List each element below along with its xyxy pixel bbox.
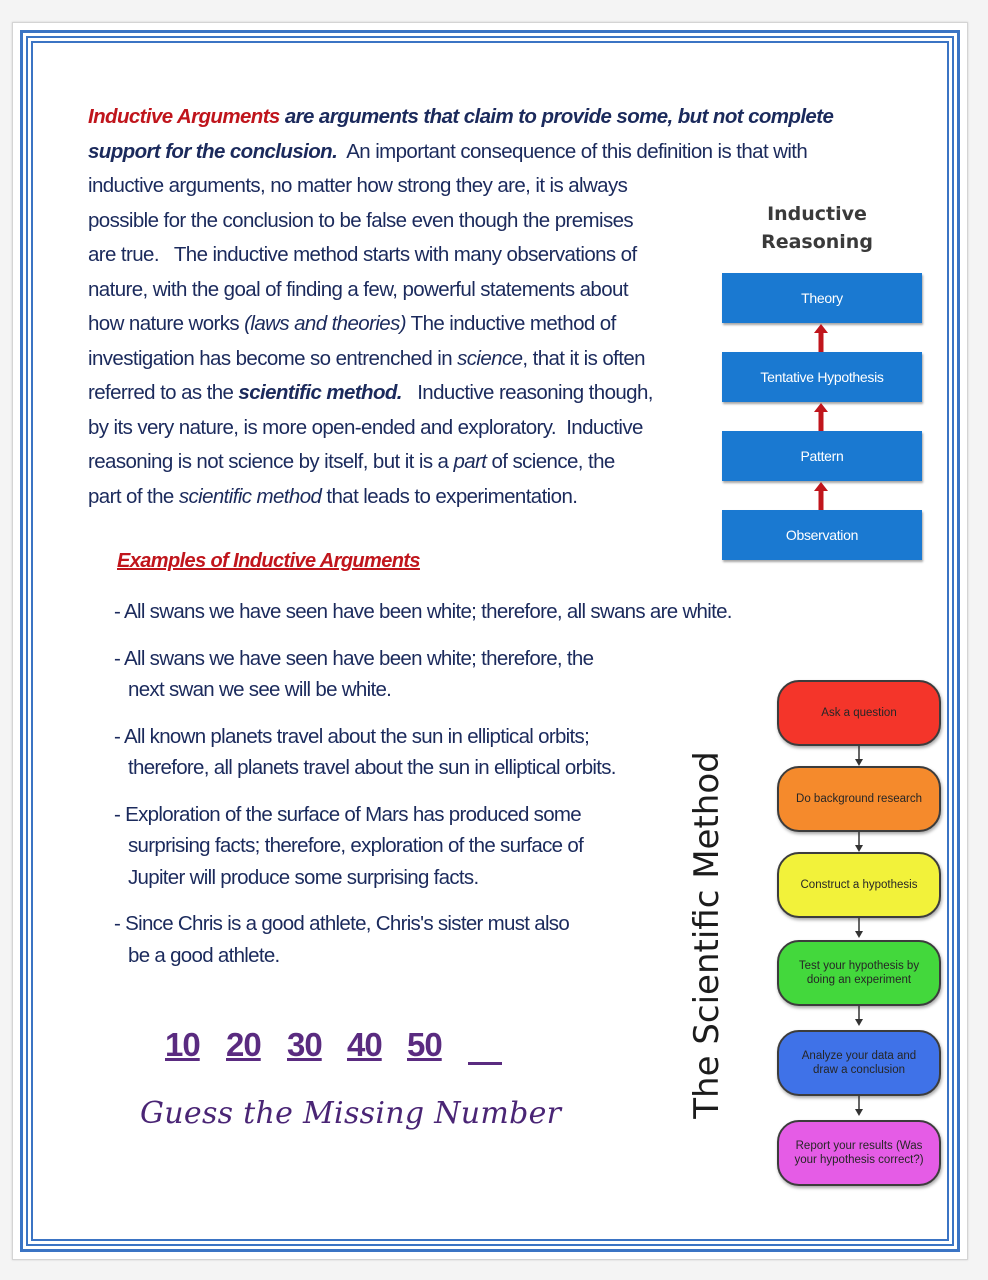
examples-heading: Examples of Inductive Arguments <box>117 550 420 572</box>
up-arrow-icon <box>814 403 828 431</box>
intro-text: referred to as the <box>88 381 239 404</box>
down-arrow-icon <box>854 1096 864 1116</box>
step-test-hypothesis: Test your hypothesis by doing an experiment <box>777 940 941 1006</box>
example-line: - Since Chris is a good athlete, Chris's sister must also <box>114 912 570 935</box>
up-arrow-icon <box>814 482 828 510</box>
intro-text: reasoning is not science by itself, but it is a <box>88 450 454 473</box>
term-scientific-method: scientific method. <box>238 381 402 404</box>
intro-text: how nature works <box>88 312 245 335</box>
definition-text: are arguments that claim to provide some, but not complete <box>284 105 834 128</box>
example-line: next swan we see will be white. <box>128 678 392 701</box>
example-line: therefore, all planets travel about the sun in elliptical orbits. <box>128 756 616 779</box>
diagram-box-observation: Observation <box>722 510 922 560</box>
inductive-reasoning-title <box>742 200 892 256</box>
sequence-number: 20 <box>226 1026 261 1063</box>
intro-text: part of the <box>88 484 179 508</box>
guess-caption: Guess the Missing Number <box>140 1096 562 1131</box>
down-arrow-icon <box>854 746 864 766</box>
intro-line-3: inductive arguments, no matter how strong they are, it is always <box>88 174 628 197</box>
example-line: - All swans we have seen have been white; therefore, all swans are white. <box>114 600 732 623</box>
intro-text: that leads to experimentation. <box>321 484 578 508</box>
sequence-number: 30 <box>287 1026 322 1063</box>
intro-line-12 <box>88 480 918 515</box>
intro-italic-text: science <box>457 346 523 370</box>
intro-line-1 <box>88 100 918 135</box>
sequence-number: 50 <box>407 1026 442 1063</box>
example-line: - All swans we have seen have been white; therefore, the <box>114 646 594 670</box>
step-analyze-data: Analyze your data and draw a conclusion <box>777 1030 941 1096</box>
diagram-title-line: Reasoning <box>761 231 873 253</box>
intro-text: investigation has become so entrenched in <box>88 346 458 370</box>
scientific-method-title: The Scientific Method <box>687 751 727 1119</box>
intro-italic-text: (laws and theories) <box>244 312 406 335</box>
intro-italic-text: scientific method <box>178 484 322 508</box>
intro-text: of science, the <box>486 450 615 473</box>
step-report-results: Report your results (Was your hypothesis correct?) <box>777 1120 941 1186</box>
step-ask-question: Ask a question <box>777 680 941 746</box>
intro-line-5: are true. The inductive method starts with many observations of <box>88 243 637 266</box>
up-arrow-icon <box>814 324 828 352</box>
term-inductive-arguments: Inductive Arguments <box>88 105 280 128</box>
step-construct-hypothesis: Construct a hypothesis <box>777 852 941 918</box>
example-item <box>114 596 814 628</box>
example-line: be a good athlete. <box>128 943 280 967</box>
example-line: Jupiter will produce some surprising facts. <box>128 865 479 889</box>
example-line: surprising facts; therefore, exploration of the surface of <box>128 834 584 857</box>
definition-text-end: support for the conclusion. <box>88 139 338 163</box>
sequence-number: 10 <box>165 1026 200 1063</box>
intro-line-6: nature, with the goal of finding a few, powerful statements about <box>88 277 628 301</box>
intro-text: The inductive method of <box>405 312 616 335</box>
diagram-title-line: Inductive <box>767 203 867 225</box>
diagram-box-pattern: Pattern <box>722 431 922 481</box>
intro-line-10: by its very nature, is more open-ended and exploratory. Inductive <box>88 415 643 439</box>
example-line: - Exploration of the surface of Mars has produced some <box>114 802 581 826</box>
down-arrow-icon <box>854 1006 864 1026</box>
diagram-box-theory: Theory <box>722 273 922 323</box>
example-item <box>114 643 814 706</box>
down-arrow-icon <box>854 832 864 852</box>
intro-line-4: possible for the conclusion to be false even though the premises <box>88 208 634 232</box>
missing-number-blank <box>468 1062 502 1065</box>
intro-text: , that it is often <box>522 346 645 370</box>
diagram-box-tentative-hypothesis: Tentative Hypothesis <box>722 352 922 402</box>
down-arrow-icon <box>854 918 864 938</box>
example-line: - All known planets travel about the sun in elliptical orbits; <box>114 724 590 748</box>
intro-text: An important consequence of this definition is that with <box>346 139 808 163</box>
intro-italic-text: part <box>453 450 487 473</box>
step-background-research: Do background research <box>777 766 941 832</box>
intro-text: Inductive reasoning though, <box>401 381 653 404</box>
intro-line-2 <box>88 135 918 170</box>
sequence-number: 40 <box>347 1026 382 1063</box>
